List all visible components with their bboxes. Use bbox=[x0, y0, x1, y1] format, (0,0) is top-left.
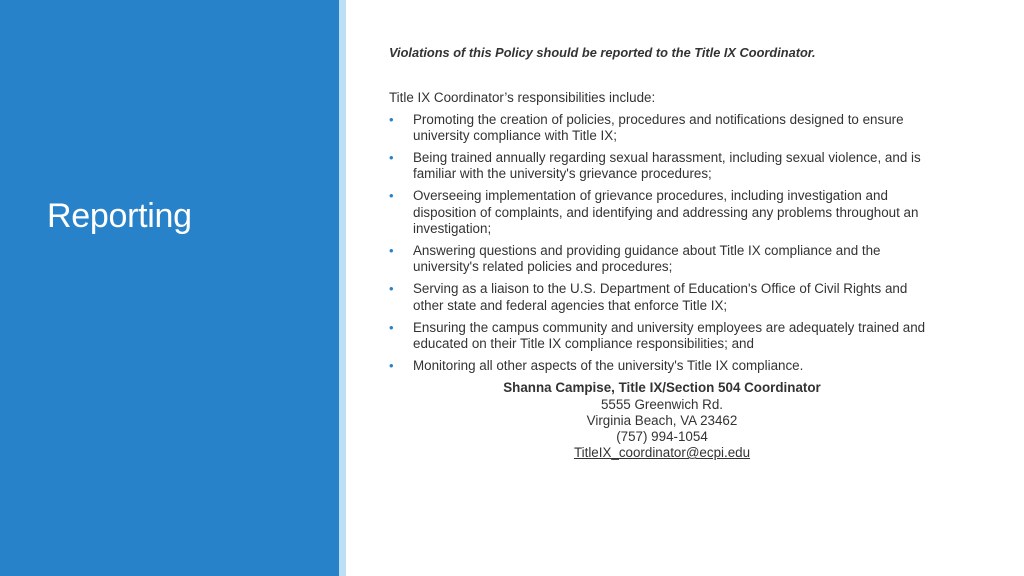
list-item-text: Serving as a liaison to the U.S. Department of Education's Office of Civil Rights and other state and federal agencies that enforce Title IX; bbox=[413, 281, 908, 313]
list-item-text: Promoting the creation of policies, procedures and notifications designed to ensure university compliance with Title IX; bbox=[413, 111, 904, 143]
list-item bbox=[389, 243, 937, 276]
list-item bbox=[389, 150, 937, 183]
bullet-icon: • bbox=[389, 281, 394, 297]
title-panel bbox=[0, 0, 339, 576]
bullet-icon: • bbox=[389, 319, 394, 335]
contact-block bbox=[389, 380, 935, 461]
content-area bbox=[389, 45, 937, 461]
list-item-text: Overseeing implementation of grievance procedures, including investigation and disposition of complaints, and identifying and addressing any problems throughout an investigation; bbox=[413, 188, 919, 236]
violation-note: Violations of this Policy should be reported to the Title IX Coordinator. bbox=[389, 45, 816, 60]
list-item-text: Monitoring all other aspects of the university's Title IX compliance. bbox=[413, 358, 804, 374]
contact-email-link[interactable]: TitleIX_coordinator@ecpi.edu bbox=[573, 445, 751, 461]
contact-phone: (757) 994-1054 bbox=[616, 428, 708, 444]
bullet-icon: • bbox=[389, 149, 394, 165]
contact-city: Virginia Beach, VA 23462 bbox=[586, 412, 738, 428]
contact-street: 5555 Greenwich Rd. bbox=[600, 396, 724, 412]
accent-stripe bbox=[339, 0, 346, 576]
list-item bbox=[389, 281, 937, 314]
bullet-icon: • bbox=[389, 188, 394, 204]
list-item bbox=[389, 320, 937, 353]
responsibilities-intro: Title IX Coordinator’s responsibilities include: bbox=[389, 90, 656, 106]
bullet-icon: • bbox=[389, 358, 394, 374]
list-item bbox=[389, 188, 937, 237]
slide-title: Reporting bbox=[47, 197, 192, 235]
list-item bbox=[389, 358, 937, 374]
list-item-text: Ensuring the campus community and university employees are adequately trained and educated on their Title IX compliance responsibilities; and bbox=[413, 319, 926, 352]
list-item-text: Being trained annually regarding sexual harassment, including sexual violence, and is familiar with the university's grievance procedures; bbox=[413, 149, 921, 182]
list-item-text: Answering questions and providing guidance about Title IX compliance and the university's related policies and procedures; bbox=[413, 243, 881, 275]
list-item bbox=[389, 112, 937, 145]
bullet-icon: • bbox=[389, 243, 394, 259]
contact-name: Shanna Campise, Title IX/Section 504 Coordinator bbox=[503, 380, 821, 396]
responsibilities-list bbox=[389, 112, 937, 375]
bullet-icon: • bbox=[389, 111, 394, 127]
